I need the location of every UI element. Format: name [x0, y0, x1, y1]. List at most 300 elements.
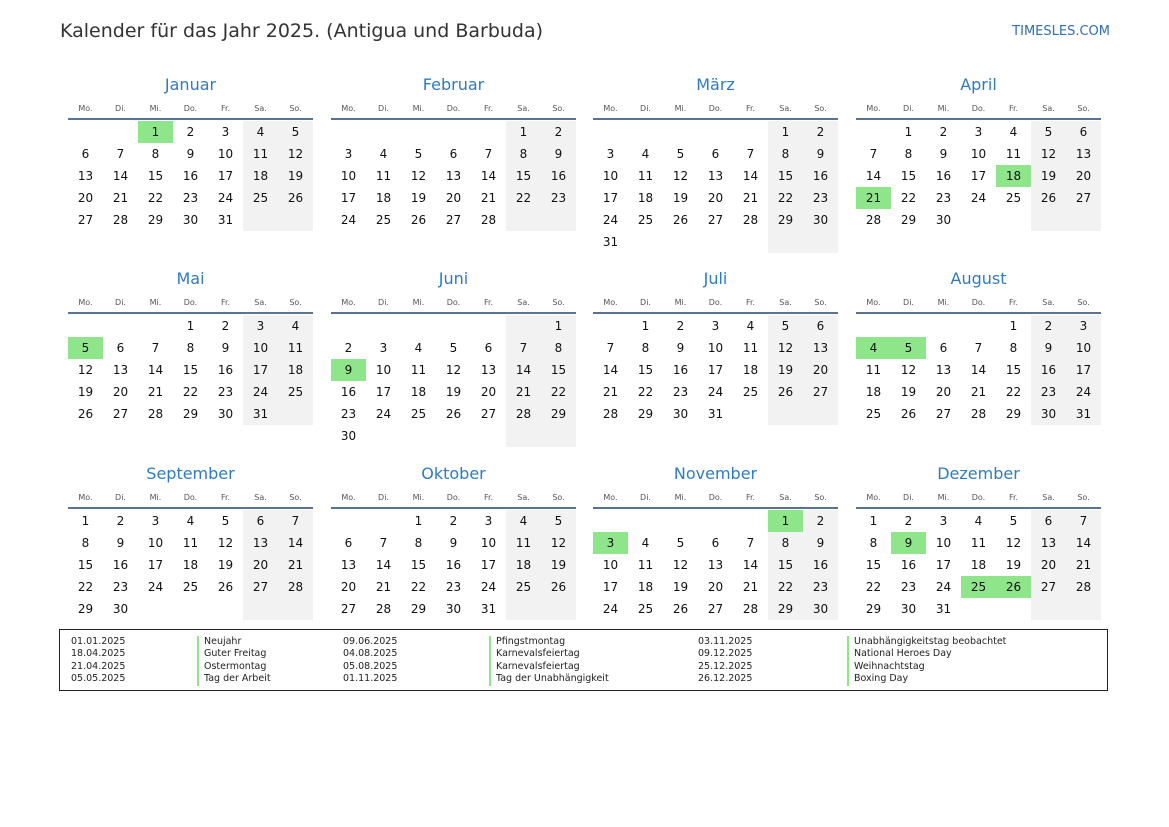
- day-cell: 21: [480, 191, 497, 205]
- holiday-name: Karnevalsfeiertag: [489, 661, 609, 673]
- day-cell: 27: [445, 213, 462, 227]
- weekday-header: [68, 294, 313, 312]
- day-cell: 8: [506, 143, 541, 165]
- weekday-label: Mo.: [78, 104, 93, 113]
- day-cell: 15: [541, 359, 576, 381]
- day-grid: [331, 510, 576, 620]
- day-cell: 16: [445, 558, 462, 572]
- day-cell: 29: [182, 407, 199, 421]
- day-cell: 24: [935, 580, 952, 594]
- weekday-label: Fr.: [745, 298, 756, 307]
- day-cell: 6: [81, 147, 90, 161]
- day-cell: 26: [541, 576, 576, 598]
- weekday-label: Di.: [115, 298, 126, 307]
- holiday-name: Tag der Unabhängigkeit: [489, 673, 609, 685]
- day-cell: 8: [768, 143, 803, 165]
- day-grid: [331, 121, 576, 231]
- day-cell: 14: [112, 169, 129, 183]
- day-cell: 3: [939, 514, 948, 528]
- day-cell: 30: [672, 407, 689, 421]
- day-cell: 30: [182, 213, 199, 227]
- day-cell: 24: [147, 580, 164, 594]
- empty-day-cell: [243, 209, 278, 231]
- weekday-header: [856, 489, 1101, 507]
- weekday-label: Mi.: [937, 298, 950, 307]
- day-cell: 26: [445, 407, 462, 421]
- header-divider: [331, 312, 576, 314]
- empty-day-cell: [541, 209, 576, 231]
- brand-link[interactable]: TIMESLES.COM: [1012, 24, 1110, 39]
- day-cell: 29: [768, 209, 803, 231]
- day-cell: 1: [768, 121, 803, 143]
- day-cell: 10: [970, 147, 987, 161]
- day-cell: 24: [375, 407, 392, 421]
- day-cell: 27: [1066, 187, 1101, 209]
- weekday-label: Fr.: [1008, 493, 1019, 502]
- empty-day-cell: [698, 231, 733, 253]
- day-cell: 12: [672, 169, 689, 183]
- day-cell: 19: [278, 165, 313, 187]
- day-cell: 8: [541, 337, 576, 359]
- day-cell: 12: [768, 337, 803, 359]
- day-cell: 23: [803, 576, 838, 598]
- day-cell: 3: [344, 147, 353, 161]
- day-cell: 20: [480, 385, 497, 399]
- day-cell: 11: [278, 337, 313, 359]
- weekday-label: So.: [1077, 493, 1090, 502]
- day-cell: 20: [803, 359, 838, 381]
- day-cell: 17: [602, 580, 619, 594]
- weekday-label: So.: [289, 493, 302, 502]
- day-cell: 4: [379, 147, 388, 161]
- day-cell: 5: [278, 121, 313, 143]
- day-cell: 27: [112, 407, 129, 421]
- empty-day-cell: [138, 315, 173, 337]
- day-grid: [856, 510, 1101, 620]
- day-cell: 4: [746, 319, 755, 333]
- empty-day-cell: [436, 425, 471, 447]
- day-cell: 13: [445, 169, 462, 183]
- day-cell: 21: [970, 385, 987, 399]
- day-cell: 18: [182, 558, 199, 572]
- holiday-day-cell: 1: [138, 121, 173, 143]
- day-cell: 24: [707, 385, 724, 399]
- empty-day-cell: [1066, 598, 1101, 620]
- weekday-label: Sa.: [1042, 104, 1055, 113]
- day-cell: 27: [1031, 576, 1066, 598]
- day-cell: 19: [445, 385, 462, 399]
- month-august: [856, 268, 1101, 425]
- day-cell: 11: [1005, 147, 1022, 161]
- empty-day-cell: [366, 510, 401, 532]
- empty-day-cell: [961, 209, 996, 231]
- day-cell: 12: [445, 363, 462, 377]
- day-cell: 12: [77, 363, 94, 377]
- weekday-label: Do.: [971, 493, 986, 502]
- empty-day-cell: [243, 598, 278, 620]
- empty-day-cell: [733, 121, 768, 143]
- weekday-label: So.: [814, 104, 827, 113]
- empty-day-cell: [996, 209, 1031, 231]
- day-cell: 22: [900, 191, 917, 205]
- day-cell: 19: [410, 191, 427, 205]
- day-cell: 17: [340, 191, 357, 205]
- day-cell: 11: [742, 341, 759, 355]
- day-cell: 9: [676, 341, 685, 355]
- day-cell: 16: [541, 165, 576, 187]
- day-cell: 8: [869, 536, 878, 550]
- weekday-label: Di.: [115, 493, 126, 502]
- day-cell: 19: [217, 558, 234, 572]
- day-cell: 17: [375, 385, 392, 399]
- empty-day-cell: [628, 510, 663, 532]
- day-cell: 5: [414, 147, 423, 161]
- day-cell: 27: [935, 407, 952, 421]
- day-cell: 29: [410, 602, 427, 616]
- day-cell: 6: [803, 315, 838, 337]
- month-title: Dezember: [937, 464, 1020, 483]
- day-cell: 31: [480, 602, 497, 616]
- day-cell: 25: [637, 213, 654, 227]
- day-cell: 8: [768, 532, 803, 554]
- day-cell: 24: [340, 213, 357, 227]
- day-cell: 20: [1031, 554, 1066, 576]
- day-cell: 15: [637, 363, 654, 377]
- day-cell: 5: [221, 514, 230, 528]
- holiday-name: Unabhängigkeitstag beobachtet: [847, 636, 1006, 648]
- day-cell: 22: [1005, 385, 1022, 399]
- day-cell: 8: [1009, 341, 1018, 355]
- holiday-day-cell: 9: [891, 532, 926, 554]
- day-cell: 15: [147, 169, 164, 183]
- day-grid: [856, 315, 1101, 425]
- day-grid: [68, 510, 313, 620]
- page-title: Kalender für das Jahr 2025. (Antigua und Barbuda): [60, 20, 544, 42]
- day-cell: 26: [77, 407, 94, 421]
- weekday-label: Sa.: [254, 104, 267, 113]
- day-cell: 6: [243, 510, 278, 532]
- month-title: September: [146, 464, 235, 483]
- weekday-label: So.: [814, 298, 827, 307]
- empty-day-cell: [366, 425, 401, 447]
- weekday-header: [68, 489, 313, 507]
- month-title: Oktober: [421, 464, 486, 483]
- weekday-label: Mi.: [412, 493, 425, 502]
- day-cell: 6: [116, 341, 125, 355]
- day-cell: 17: [480, 558, 497, 572]
- day-cell: 14: [375, 558, 392, 572]
- holiday-legend: [59, 629, 1108, 691]
- day-cell: 23: [445, 580, 462, 594]
- day-cell: 13: [77, 169, 94, 183]
- day-cell: 1: [81, 514, 90, 528]
- day-cell: 3: [243, 315, 278, 337]
- day-cell: 19: [672, 191, 689, 205]
- weekday-label: Sa.: [254, 493, 267, 502]
- day-cell: 28: [278, 576, 313, 598]
- day-cell: 11: [637, 558, 654, 572]
- empty-day-cell: [471, 315, 506, 337]
- day-cell: 13: [707, 169, 724, 183]
- header-divider: [593, 118, 838, 120]
- empty-day-cell: [856, 315, 891, 337]
- day-cell: 17: [970, 169, 987, 183]
- day-cell: 12: [1005, 536, 1022, 550]
- holiday-date: 01.11.2025: [343, 673, 398, 685]
- empty-day-cell: [331, 121, 366, 143]
- weekday-label: Do.: [446, 104, 461, 113]
- empty-day-cell: [541, 598, 576, 620]
- weekday-label: Mo.: [341, 493, 356, 502]
- day-cell: 9: [1031, 337, 1066, 359]
- header-divider: [856, 507, 1101, 509]
- weekday-label: Sa.: [254, 298, 267, 307]
- holiday-date: 05.08.2025: [343, 660, 398, 672]
- empty-day-cell: [628, 231, 663, 253]
- day-cell: 16: [1031, 359, 1066, 381]
- day-cell: 25: [410, 407, 427, 421]
- day-cell: 25: [637, 602, 654, 616]
- holiday-day-cell: 5: [891, 337, 926, 359]
- day-cell: 28: [865, 213, 882, 227]
- day-cell: 31: [707, 407, 724, 421]
- day-cell: 31: [217, 213, 234, 227]
- empty-day-cell: [278, 403, 313, 425]
- header-divider: [593, 312, 838, 314]
- holiday-date: 18.04.2025: [71, 648, 126, 660]
- day-cell: 5: [541, 510, 576, 532]
- holiday-date: 25.12.2025: [698, 660, 753, 672]
- weekday-label: Mi.: [937, 104, 950, 113]
- day-cell: 15: [768, 165, 803, 187]
- weekday-label: Mo.: [341, 298, 356, 307]
- weekday-label: Do.: [446, 493, 461, 502]
- day-cell: 8: [81, 536, 90, 550]
- day-cell: 1: [1009, 319, 1018, 333]
- day-grid: [68, 121, 313, 231]
- weekday-label: Mi.: [149, 104, 162, 113]
- empty-day-cell: [278, 598, 313, 620]
- day-cell: 4: [974, 514, 983, 528]
- weekday-label: So.: [289, 104, 302, 113]
- day-cell: 15: [768, 554, 803, 576]
- empty-day-cell: [961, 315, 996, 337]
- day-cell: 9: [803, 143, 838, 165]
- day-cell: 4: [641, 147, 650, 161]
- weekday-label: Do.: [708, 298, 723, 307]
- legend-names-column: [197, 636, 271, 686]
- day-grid: [68, 315, 313, 425]
- day-cell: 23: [182, 191, 199, 205]
- day-cell: 15: [900, 169, 917, 183]
- day-cell: 10: [375, 363, 392, 377]
- month-title: August: [950, 269, 1007, 288]
- day-cell: 16: [340, 385, 357, 399]
- day-cell: 29: [1005, 407, 1022, 421]
- legend-names-column: [847, 636, 1006, 686]
- empty-day-cell: [541, 425, 576, 447]
- weekday-label: Sa.: [517, 298, 530, 307]
- holiday-date: 01.01.2025: [71, 636, 126, 647]
- empty-day-cell: [698, 510, 733, 532]
- day-cell: 25: [278, 381, 313, 403]
- day-cell: 9: [116, 536, 125, 550]
- weekday-label: Mi.: [412, 104, 425, 113]
- day-cell: 27: [707, 602, 724, 616]
- day-cell: 13: [707, 558, 724, 572]
- weekday-label: Fr.: [483, 298, 494, 307]
- header-divider: [68, 507, 313, 509]
- day-cell: 27: [340, 602, 357, 616]
- weekday-label: Mo.: [603, 298, 618, 307]
- weekday-label: Fr.: [220, 104, 231, 113]
- weekday-label: Fr.: [1008, 104, 1019, 113]
- day-cell: 11: [865, 363, 882, 377]
- day-cell: 25: [182, 580, 199, 594]
- day-cell: 23: [340, 407, 357, 421]
- day-cell: 7: [484, 147, 493, 161]
- weekday-label: Do.: [708, 493, 723, 502]
- day-cell: 4: [506, 510, 541, 532]
- day-cell: 16: [803, 554, 838, 576]
- day-cell: 22: [410, 580, 427, 594]
- day-cell: 25: [243, 187, 278, 209]
- empty-day-cell: [278, 209, 313, 231]
- empty-day-cell: [733, 231, 768, 253]
- holiday-name: Neujahr: [197, 636, 271, 648]
- day-cell: 30: [803, 209, 838, 231]
- header-divider: [856, 312, 1101, 314]
- day-cell: 17: [243, 359, 278, 381]
- day-cell: 27: [243, 576, 278, 598]
- empty-day-cell: [628, 121, 663, 143]
- day-cell: 10: [217, 147, 234, 161]
- day-cell: 25: [1005, 191, 1022, 205]
- weekday-label: Fr.: [483, 104, 494, 113]
- day-cell: 28: [375, 602, 392, 616]
- weekday-label: Mi.: [149, 298, 162, 307]
- day-cell: 16: [935, 169, 952, 183]
- day-cell: 13: [1066, 143, 1101, 165]
- day-cell: 16: [182, 169, 199, 183]
- weekday-label: So.: [814, 493, 827, 502]
- day-cell: 3: [711, 319, 720, 333]
- day-cell: 20: [935, 385, 952, 399]
- weekday-label: Do.: [446, 298, 461, 307]
- day-cell: 6: [1066, 121, 1101, 143]
- weekday-label: Mi.: [674, 298, 687, 307]
- day-cell: 18: [637, 580, 654, 594]
- day-cell: 4: [1009, 125, 1018, 139]
- empty-day-cell: [803, 231, 838, 253]
- weekday-label: Do.: [971, 298, 986, 307]
- day-cell: 21: [1066, 554, 1101, 576]
- month-september: [68, 463, 313, 620]
- empty-day-cell: [506, 315, 541, 337]
- day-cell: 7: [869, 147, 878, 161]
- day-cell: 28: [602, 407, 619, 421]
- day-cell: 20: [340, 580, 357, 594]
- weekday-header: [331, 294, 576, 312]
- empty-day-cell: [593, 315, 628, 337]
- day-cell: 3: [484, 514, 493, 528]
- weekday-label: Di.: [640, 298, 651, 307]
- day-cell: 25: [506, 576, 541, 598]
- day-cell: 7: [974, 341, 983, 355]
- day-cell: 28: [480, 213, 497, 227]
- day-cell: 21: [112, 191, 129, 205]
- legend-names-column: [489, 636, 609, 686]
- day-cell: 23: [1031, 381, 1066, 403]
- day-cell: 21: [506, 381, 541, 403]
- holiday-name: Pfingstmontag: [489, 636, 609, 648]
- day-cell: 22: [768, 187, 803, 209]
- day-cell: 22: [637, 385, 654, 399]
- day-cell: 22: [865, 580, 882, 594]
- weekday-label: Mo.: [866, 298, 881, 307]
- day-cell: 6: [1031, 510, 1066, 532]
- day-cell: 1: [904, 125, 913, 139]
- day-cell: 1: [186, 319, 195, 333]
- weekday-label: Di.: [378, 104, 389, 113]
- weekday-label: Mi.: [412, 298, 425, 307]
- month-märz: [593, 74, 838, 253]
- day-cell: 29: [637, 407, 654, 421]
- weekday-label: Mo.: [78, 298, 93, 307]
- day-cell: 14: [1066, 532, 1101, 554]
- month-title: März: [696, 75, 735, 94]
- weekday-label: Di.: [640, 104, 651, 113]
- day-cell: 29: [865, 602, 882, 616]
- day-cell: 4: [186, 514, 195, 528]
- day-cell: 19: [1005, 558, 1022, 572]
- weekday-label: Do.: [971, 104, 986, 113]
- day-cell: 28: [742, 602, 759, 616]
- day-cell: 6: [449, 147, 458, 161]
- day-cell: 9: [186, 147, 195, 161]
- day-grid: [593, 315, 838, 425]
- day-cell: 10: [935, 536, 952, 550]
- empty-day-cell: [506, 209, 541, 231]
- empty-day-cell: [506, 598, 541, 620]
- day-cell: 17: [707, 363, 724, 377]
- holiday-date: 09.06.2025: [343, 636, 398, 647]
- holiday-day-cell: 5: [68, 337, 103, 359]
- month-april: [856, 74, 1101, 231]
- day-cell: 22: [541, 381, 576, 403]
- day-cell: 16: [112, 558, 129, 572]
- day-cell: 19: [541, 554, 576, 576]
- day-cell: 11: [506, 532, 541, 554]
- holiday-day-cell: 18: [996, 165, 1031, 187]
- day-cell: 12: [900, 363, 917, 377]
- day-grid: [593, 510, 838, 620]
- month-oktober: [331, 463, 576, 620]
- day-cell: 10: [602, 558, 619, 572]
- day-cell: 24: [243, 381, 278, 403]
- day-cell: 10: [147, 536, 164, 550]
- day-cell: 23: [900, 580, 917, 594]
- day-cell: 26: [278, 187, 313, 209]
- day-cell: 24: [1066, 381, 1101, 403]
- holiday-name: Guter Freitag: [197, 648, 271, 660]
- day-cell: 27: [707, 213, 724, 227]
- holiday-day-cell: 9: [331, 359, 366, 381]
- day-cell: 1: [506, 121, 541, 143]
- empty-day-cell: [103, 121, 138, 143]
- day-cell: 10: [340, 169, 357, 183]
- weekday-header: [593, 489, 838, 507]
